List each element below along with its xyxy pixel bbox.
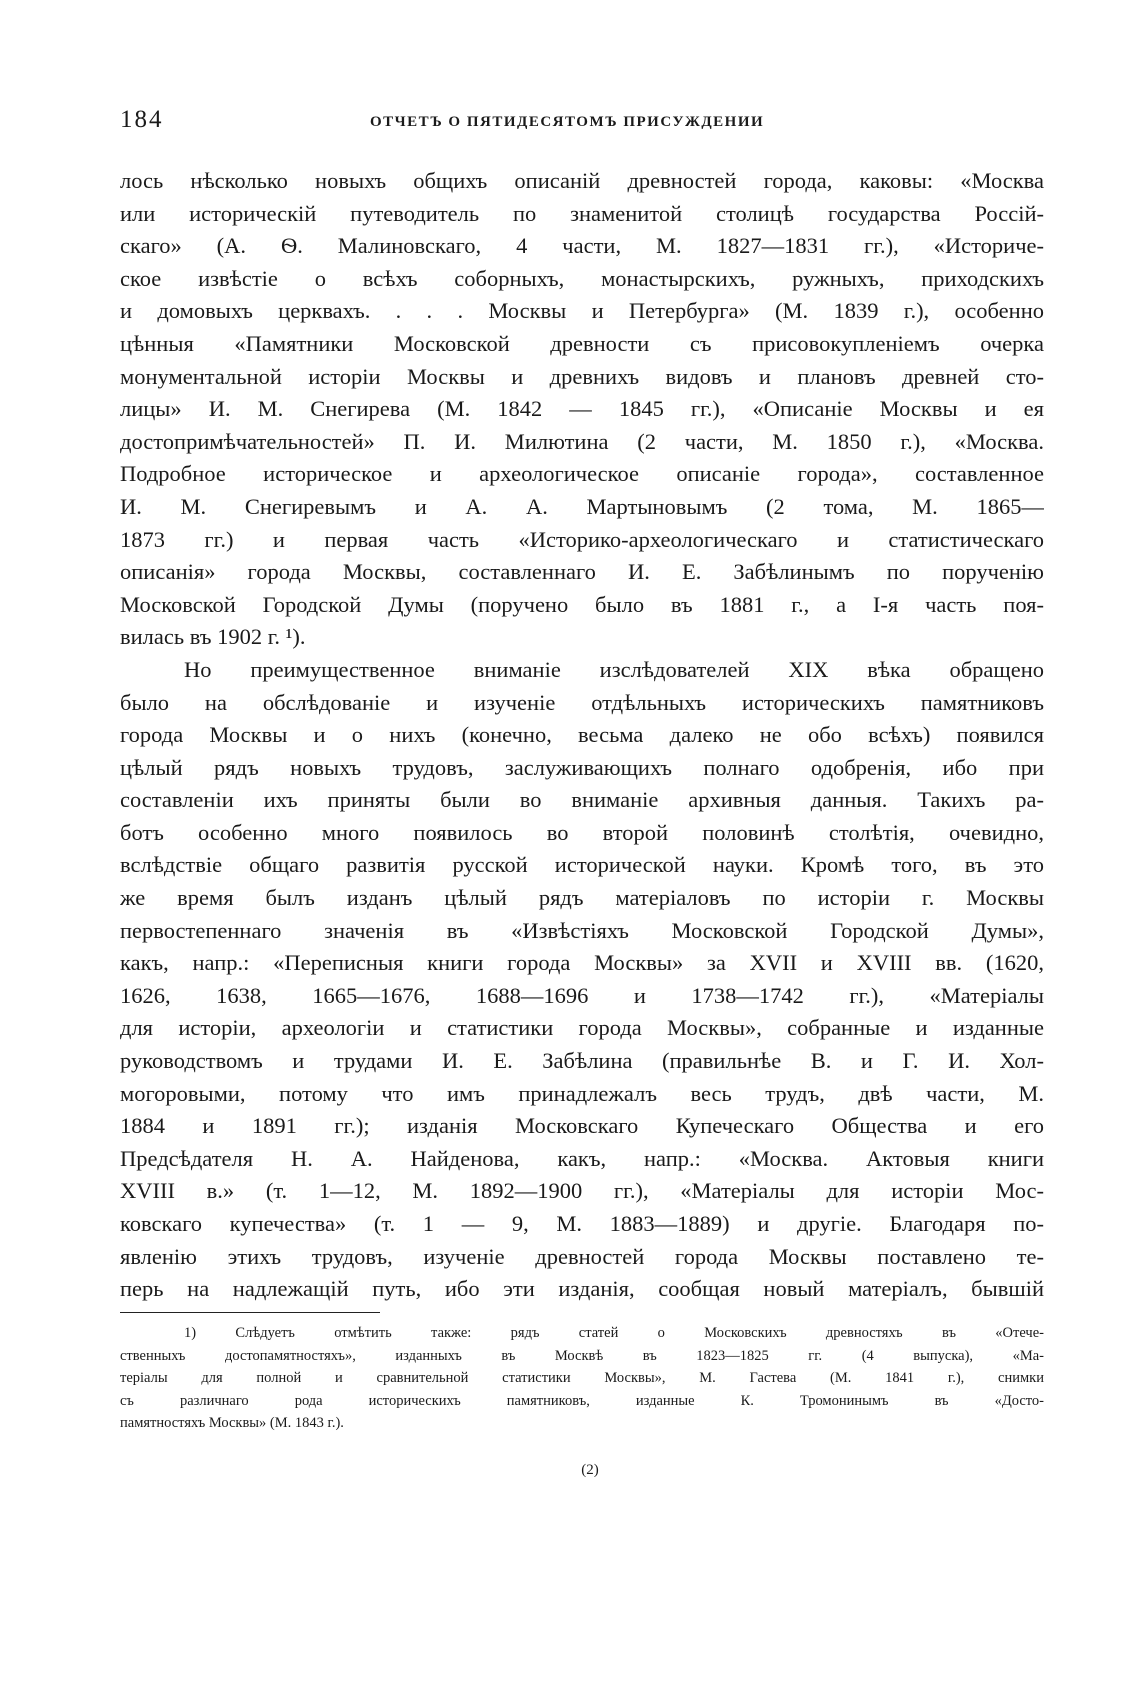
text-line: явленію этихъ трудовъ, изученіе древностей города Москвы поставлено те- xyxy=(120,1243,1044,1269)
text-line: И. М. Снегиревымъ и А. А. Мартыновымъ (2 тома, М. 1865— xyxy=(120,493,1044,519)
footnote-line: съ различнаго рода историческихъ памятниковъ, изданные К. Тромонинымъ въ «Досто- xyxy=(120,1392,1044,1409)
text-line: вслѣдствіе общаго развитія русской исторической науки. Кромѣ того, въ это xyxy=(120,852,1044,878)
text-line: для исторіи, археологіи и статистики города Москвы», собранные и изданные xyxy=(120,1015,1044,1041)
text-line: лось нѣсколько новыхъ общихъ описаній древностей города, каковы: «Москва xyxy=(120,168,1044,193)
footnote-line: памятностяхъ Москвы» (М. 1843 г.). xyxy=(120,1415,344,1431)
text-line: описанія» города Москвы, составленнаго И. Е. Забѣлинымъ по порученію xyxy=(120,559,1044,585)
text-line: 1626, 1638, 1665—1676, 1688—1696 и 1738—1742 гг.), «Матеріалы xyxy=(120,982,1044,1008)
text-line: достопримѣчательностей» П. И. Милютина (2 части, М. 1850 г.), «Москва. xyxy=(120,428,1044,454)
main-text xyxy=(120,165,1044,1306)
text-line: цѣлый рядъ новыхъ трудовъ, заслуживающихъ полнаго одобренія, ибо при xyxy=(120,754,1044,780)
text-line: Но преимущественное вниманіе изслѣдователей XIX вѣка обращено xyxy=(184,656,1044,682)
text-line: города Москвы и о нихъ (конечно, весьма далеко не обо всѣхъ) появился xyxy=(120,722,1044,748)
text-line: Подробное историческое и археологическое описаніе города», составленное xyxy=(120,461,1044,487)
text-line: было на обслѣдованіе и изученіе отдѣльныхъ историческихъ памятниковъ xyxy=(120,689,1044,715)
text-line: ковскаго купечества» (т. 1 — 9, М. 1883—1889) и другіе. Благодаря по- xyxy=(120,1211,1044,1236)
text-line: же время былъ изданъ цѣлый рядъ матеріаловъ по исторіи г. Москвы xyxy=(120,885,1044,911)
text-line: или историческій путеводитель по знаменитой столицѣ государства Россій- xyxy=(120,200,1044,226)
text-line: могоровыми, потому что имъ принадлежалъ весь трудъ, двѣ части, М. xyxy=(120,1080,1044,1106)
text-line: и домовыхъ церквахъ. . . . Москвы и Петербурга» (М. 1839 г.), особенно xyxy=(120,298,1044,324)
footnote-line: 1) Слѣдуетъ отмѣтить также: рядъ статей о Московскихъ древностяхъ въ «Отече- xyxy=(184,1325,1044,1341)
text-line: составленіи ихъ приняты были во вниманіе архивныя данныя. Такихъ ра- xyxy=(120,787,1044,813)
text-line: какъ, напр.: «Переписныя книги города Москвы» за XVII и XVIII вв. (1620, xyxy=(120,950,1044,976)
text-line: лицы» И. М. Снегирева (М. 1842 — 1845 гг.), «Описаніе Москвы и ея xyxy=(120,396,1044,422)
signature-mark: (2) xyxy=(581,1462,599,1478)
text-line: Предсѣдателя Н. А. Найденова, какъ, напр.: «Москва. Актовыя книги xyxy=(120,1145,1044,1171)
text-line: ское извѣстіе о всѣхъ соборныхъ, монастырскихъ, ружныхъ, приходскихъ xyxy=(120,265,1044,291)
text-line: цѣнныя «Памятники Московской древности съ присовокупленіемъ очерка xyxy=(120,330,1044,356)
text-line: 1873 гг.) и первая часть «Историко-археологическаго и статистическаго xyxy=(120,526,1044,552)
text-line: перь на надлежащій путь, ибо эти изданія, сообщая новый матеріалъ, бывшій xyxy=(120,1276,1044,1302)
text-line: руководствомъ и трудами И. Е. Забѣлина (правильнѣе В. и Г. И. Хол- xyxy=(120,1048,1044,1074)
text-line: монументальной исторіи Москвы и древнихъ видовъ и плановъ древней сто- xyxy=(120,363,1044,389)
text-line: XVIII в.» (т. 1—12, М. 1892—1900 гг.), «Матеріалы для исторіи Мос- xyxy=(120,1178,1044,1204)
text-line: Московской Городской Думы (поручено было въ 1881 г., а I-я часть поя- xyxy=(120,591,1044,617)
footnote-line: ственныхъ достопамятностяхъ», изданныхъ въ Москвѣ въ 1823—1825 гг. (4 выпуска), «Ма- xyxy=(120,1347,1044,1364)
footnote-divider xyxy=(120,1312,380,1313)
running-title: ОТЧЕТЪ О ПЯТИДЕСЯТОМЪ ПРИСУЖДЕНИИ xyxy=(370,114,765,130)
text-line: 1884 и 1891 гг.); изданія Московскаго Купеческаго Общества и его xyxy=(120,1113,1044,1139)
page-number: 184 xyxy=(120,106,164,133)
text-line: первостепеннаго значенія въ «Извѣстіяхъ Московской Городской Думы», xyxy=(120,917,1044,943)
footnote xyxy=(120,1322,1044,1435)
text-line: скаго» (А. Ѳ. Малиновскаго, 4 части, М. 1827—1831 гг.), «Историче- xyxy=(120,233,1044,259)
text-line: вилась въ 1902 г. ¹). xyxy=(120,624,306,650)
footnote-line: теріалы для полной и сравнительной статистики Москвы», М. Гастева (М. 1841 г.), снимки xyxy=(120,1370,1044,1386)
text-line: ботъ особенно много появилось во второй половинѣ столѣтія, очевидно, xyxy=(120,819,1044,845)
